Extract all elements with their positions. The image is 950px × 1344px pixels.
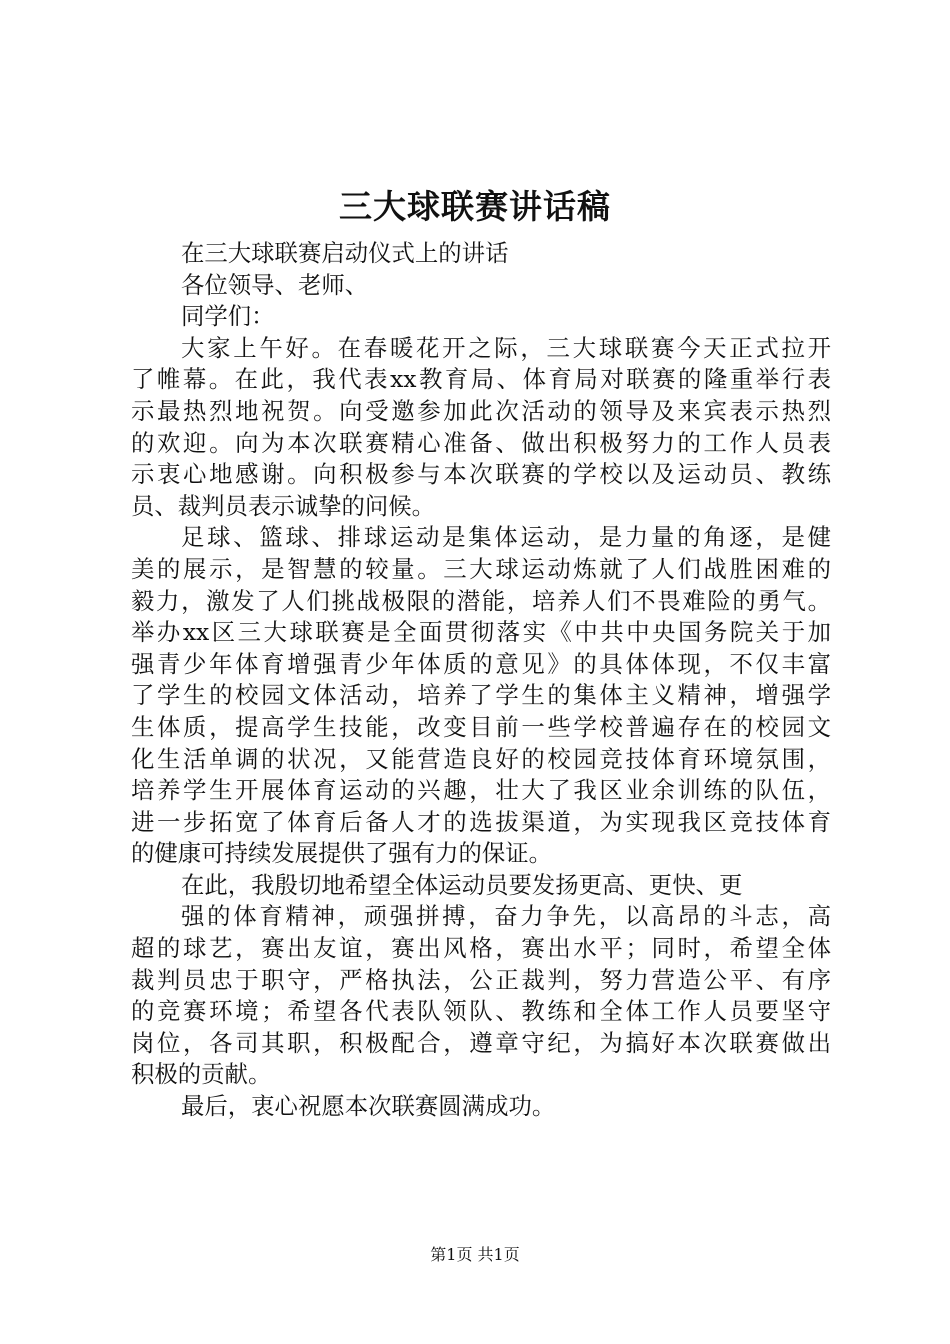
- text-line: 了学生的校园文体活动，培养了学生的集体主义精神，增强学: [131, 681, 831, 710]
- text-line: 毅力，激发了人们挑战极限的潜能，培养人们不畏难险的勇气。: [131, 586, 831, 615]
- document-body: [131, 238, 831, 1123]
- text-line: 大家上午好。在春暖花开之际，三大球联赛今天正式拉开: [181, 333, 831, 362]
- text-line: 员、裁判员表示诚挚的问候。: [131, 491, 436, 520]
- text-line: 培养学生开展体育运动的兴趣，壮大了我区业余训练的队伍，: [131, 776, 831, 805]
- document-title: 三大球联赛讲话稿: [339, 187, 611, 226]
- text-line: 强的体育精神，顽强拼搏，奋力争先，以高昂的斗志，高: [181, 902, 831, 931]
- text-line: 的欢迎。向为本次联赛精心准备、做出积极努力的工作人员表: [131, 428, 831, 457]
- text-line: 进一步拓宽了体育后备人才的选拔渠道，为实现我区竞技体育: [131, 807, 831, 836]
- text-line: 同学们：: [181, 302, 275, 331]
- text-line: 的健康可持续发展提供了强有力的保证。: [131, 839, 553, 868]
- text-line: 示衷心地感谢。向积极参与本次联赛的学校以及运动员、教练: [131, 460, 831, 489]
- text-line: 的竞赛环境；希望各代表队领队、教练和全体工作人员要坚守: [131, 997, 831, 1026]
- text-line: 示最热烈地祝贺。向受邀参加此次活动的领导及来宾表示热烈: [131, 396, 831, 425]
- text-line: 美的展示，是智慧的较量。三大球运动炼就了人们战胜困难的: [131, 554, 831, 583]
- page-footer: 第1页 共1页: [430, 1245, 520, 1264]
- text-line: 最后，衷心祝愿本次联赛圆满成功。: [181, 1092, 556, 1121]
- text-line: 在此，我殷切地希望全体运动员要发扬更高、更快、更: [181, 870, 743, 899]
- text-line: 了帷幕。在此，我代表xx教育局、体育局对联赛的隆重举行表: [131, 365, 831, 394]
- text-line: 超的球艺，赛出友谊，赛出风格，赛出水平；同时，希望全体: [131, 934, 831, 963]
- text-line: 各位领导、老师、: [181, 270, 369, 299]
- text-line: 举办xx区三大球联赛是全面贯彻落实《中共中央国务院关于加: [131, 618, 831, 647]
- text-line: 积极的贡献。: [131, 1060, 272, 1089]
- text-line: 裁判员忠于职守，严格执法，公正裁判，努力营造公平、有序: [131, 965, 831, 994]
- text-line: 生体质，提高学生技能，改变目前一些学校普遍存在的校园文: [131, 712, 831, 741]
- text-line: 在三大球联赛启动仪式上的讲话: [181, 239, 509, 267]
- text-line: 足球、篮球、排球运动是集体运动，是力量的角逐，是健: [181, 523, 831, 552]
- text-line: 岗位，各司其职，积极配合，遵章守纪，为搞好本次联赛做出: [131, 1028, 831, 1057]
- text-line: 强青少年体育增强青少年体质的意见》的具体体现，不仅丰富: [131, 649, 831, 678]
- text-line: 化生活单调的状况，又能营造良好的校园竞技体育环境氛围，: [131, 744, 831, 773]
